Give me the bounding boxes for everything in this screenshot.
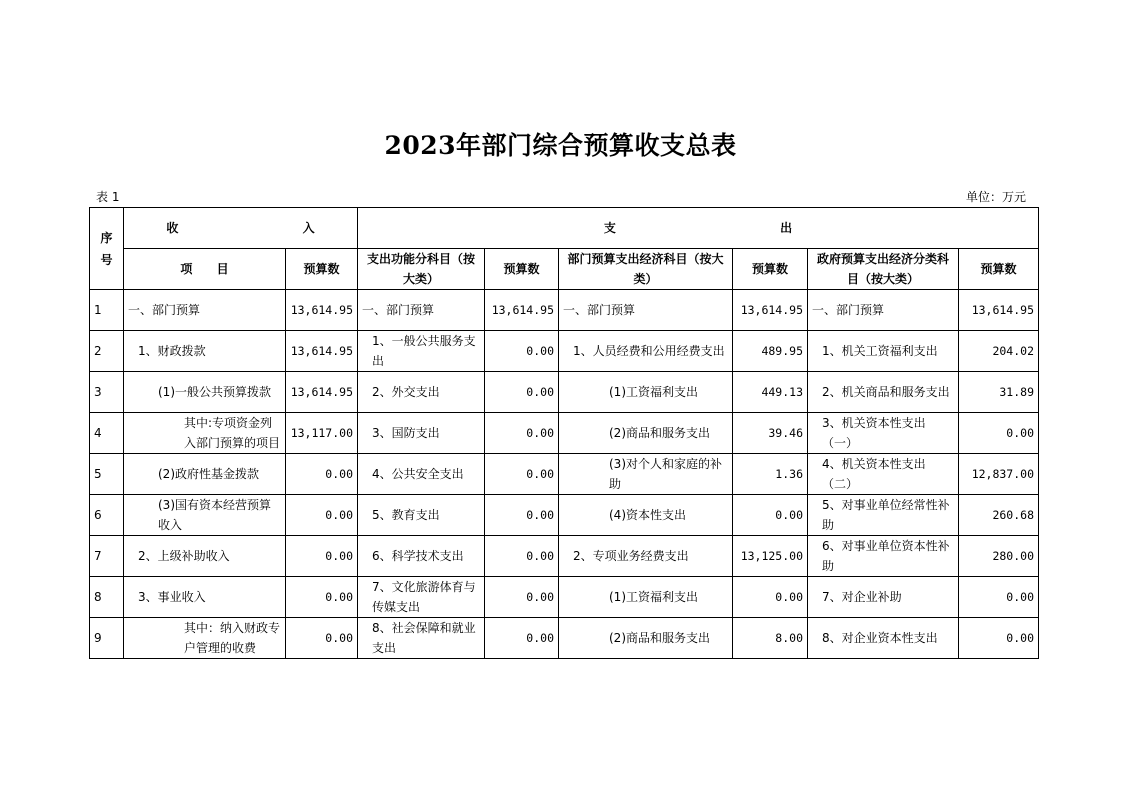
dept-amount: 13,125.00 xyxy=(733,536,808,577)
func-amount: 0.00 xyxy=(485,618,559,659)
row-seq: 6 xyxy=(90,495,124,536)
dept-budget-header: 预算数 xyxy=(733,249,808,290)
income-amount: 0.00 xyxy=(286,536,358,577)
dept-item: (2)商品和服务支出 xyxy=(559,618,733,659)
income-item: 1、财政拨款 xyxy=(124,331,286,372)
income-amount: 13,614.95 xyxy=(286,331,358,372)
seq-header: 序号 xyxy=(90,208,124,290)
dept-econ-header: 部门预算支出经济科目（按大类） xyxy=(559,249,733,290)
income-item: (2)政府性基金拨款 xyxy=(124,454,286,495)
income-item: 其中：纳入财政专户管理的收费 xyxy=(124,618,286,659)
dept-amount: 13,614.95 xyxy=(733,290,808,331)
gov-item: 6、对事业单位资本性补助 xyxy=(808,536,959,577)
unit-label: 单位：万元 xyxy=(965,190,1026,204)
gov-item: 2、机关商品和服务支出 xyxy=(808,372,959,413)
dept-amount: 449.13 xyxy=(733,372,808,413)
income-item: (3)国有资本经营预算收入 xyxy=(124,495,286,536)
row-seq: 8 xyxy=(90,577,124,618)
budget-table xyxy=(89,207,1039,659)
row-seq: 4 xyxy=(90,413,124,454)
table-row xyxy=(90,331,1039,372)
func-item: 3、国防支出 xyxy=(358,413,485,454)
func-item: 1、一般公共服务支出 xyxy=(358,331,485,372)
dept-amount: 0.00 xyxy=(733,577,808,618)
income-item: 2、上级补助收入 xyxy=(124,536,286,577)
table-row xyxy=(90,454,1039,495)
income-item: (1)一般公共预算拨款 xyxy=(124,372,286,413)
table-row xyxy=(90,290,1039,331)
row-seq: 5 xyxy=(90,454,124,495)
income-amount: 0.00 xyxy=(286,495,358,536)
func-item: 一、部门预算 xyxy=(358,290,485,331)
income-item: 一、部门预算 xyxy=(124,290,286,331)
func-amount: 0.00 xyxy=(485,577,559,618)
item-header: 项 目 xyxy=(124,249,286,290)
gov-budget-header: 预算数 xyxy=(959,249,1039,290)
table-number: 表 1 xyxy=(96,190,120,204)
row-seq: 3 xyxy=(90,372,124,413)
dept-amount: 489.95 xyxy=(733,331,808,372)
gov-amount: 31.89 xyxy=(959,372,1039,413)
gov-amount: 260.68 xyxy=(959,495,1039,536)
func-item: 6、科学技术支出 xyxy=(358,536,485,577)
income-item: 3、事业收入 xyxy=(124,577,286,618)
gov-item: 8、对企业资本性支出 xyxy=(808,618,959,659)
page-title: 2023年部门综合预算收支总表 xyxy=(384,131,737,160)
gov-amount: 13,614.95 xyxy=(959,290,1039,331)
func-amount: 0.00 xyxy=(485,372,559,413)
func-amount: 0.00 xyxy=(485,454,559,495)
func-amount: 0.00 xyxy=(485,331,559,372)
income-amount: 13,614.95 xyxy=(286,372,358,413)
dept-amount: 1.36 xyxy=(733,454,808,495)
dept-item: (2)商品和服务支出 xyxy=(559,413,733,454)
dept-item: 2、专项业务经费支出 xyxy=(559,536,733,577)
func-item: 2、外交支出 xyxy=(358,372,485,413)
gov-item: 7、对企业补助 xyxy=(808,577,959,618)
income-amount: 13,614.95 xyxy=(286,290,358,331)
func-amount: 13,614.95 xyxy=(485,290,559,331)
dept-amount: 0.00 xyxy=(733,495,808,536)
gov-amount: 204.02 xyxy=(959,331,1039,372)
gov-item: 一、部门预算 xyxy=(808,290,959,331)
gov-amount: 12,837.00 xyxy=(959,454,1039,495)
gov-amount: 280.00 xyxy=(959,536,1039,577)
dept-item: 一、部门预算 xyxy=(559,290,733,331)
income-item: 其中:专项资金列入部门预算的项目 xyxy=(124,413,286,454)
gov-item: 3、机关资本性支出（一） xyxy=(808,413,959,454)
gov-amount: 0.00 xyxy=(959,618,1039,659)
expense-header: 支 出 xyxy=(358,208,1039,249)
table-row xyxy=(90,495,1039,536)
dept-item: (1)工资福利支出 xyxy=(559,577,733,618)
table-row xyxy=(90,372,1039,413)
gov-item: 4、机关资本性支出（二） xyxy=(808,454,959,495)
func-amount: 0.00 xyxy=(485,495,559,536)
gov-amount: 0.00 xyxy=(959,577,1039,618)
income-header: 收 入 xyxy=(124,208,358,249)
table-row xyxy=(90,618,1039,659)
table-row xyxy=(90,536,1039,577)
row-seq: 9 xyxy=(90,618,124,659)
gov-econ-header: 政府预算支出经济分类科目（按大类） xyxy=(808,249,959,290)
dept-item: (4)资本性支出 xyxy=(559,495,733,536)
func-item: 5、教育支出 xyxy=(358,495,485,536)
func-item: 7、文化旅游体育与传媒支出 xyxy=(358,577,485,618)
table-body xyxy=(90,290,1039,659)
func-budget-header: 预算数 xyxy=(485,249,559,290)
header-row-1 xyxy=(90,208,1039,249)
dept-item: (3)对个人和家庭的补助 xyxy=(559,454,733,495)
gov-amount: 0.00 xyxy=(959,413,1039,454)
func-item: 8、社会保障和就业支出 xyxy=(358,618,485,659)
dept-item: (1)工资福利支出 xyxy=(559,372,733,413)
row-seq: 1 xyxy=(90,290,124,331)
row-seq: 2 xyxy=(90,331,124,372)
income-amount: 0.00 xyxy=(286,577,358,618)
func-amount: 0.00 xyxy=(485,536,559,577)
gov-item: 1、机关工资福利支出 xyxy=(808,331,959,372)
income-amount: 13,117.00 xyxy=(286,413,358,454)
income-budget-header: 预算数 xyxy=(286,249,358,290)
income-amount: 0.00 xyxy=(286,618,358,659)
table-row xyxy=(90,577,1039,618)
dept-amount: 8.00 xyxy=(733,618,808,659)
func-item: 4、公共安全支出 xyxy=(358,454,485,495)
dept-item: 1、人员经费和公用经费支出 xyxy=(559,331,733,372)
func-amount: 0.00 xyxy=(485,413,559,454)
func-subject-header: 支出功能分科目（按大类） xyxy=(358,249,485,290)
row-seq: 7 xyxy=(90,536,124,577)
table-row xyxy=(90,413,1039,454)
header-row-2 xyxy=(90,249,1039,290)
income-amount: 0.00 xyxy=(286,454,358,495)
dept-amount: 39.46 xyxy=(733,413,808,454)
gov-item: 5、对事业单位经常性补助 xyxy=(808,495,959,536)
